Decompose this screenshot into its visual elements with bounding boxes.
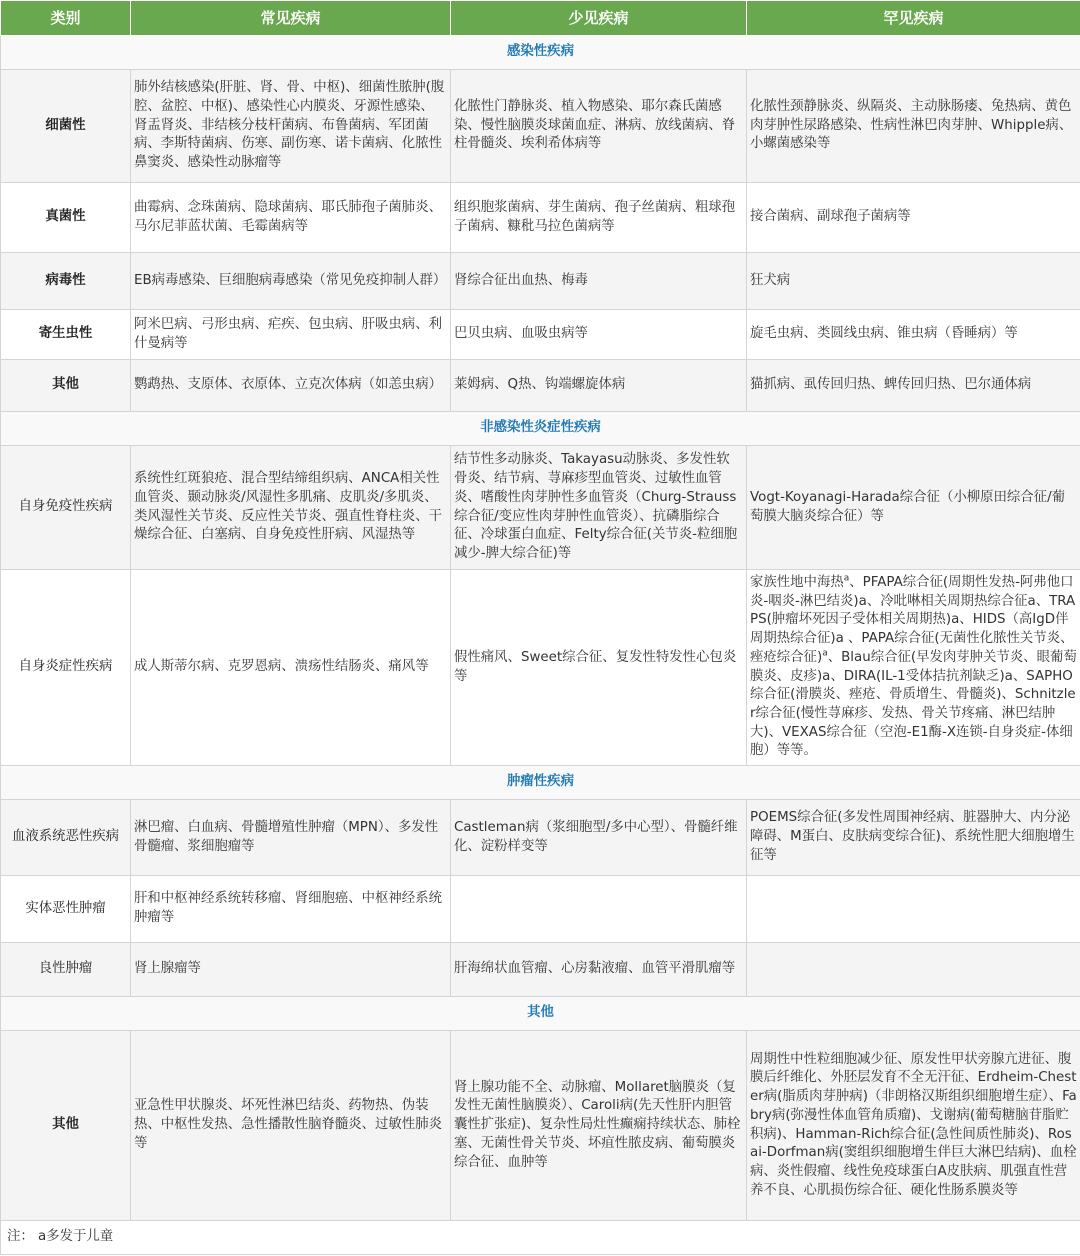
common-cell: 肝和中枢神经系统转移瘤、肾细胞癌、中枢神经系统肿瘤等 [131, 876, 451, 943]
rare-cell: 接合菌病、副球孢子菌病等 [747, 183, 1080, 253]
rare-cell: Vogt-Koyanagi-Harada综合征（小柳原田综合征/葡萄膜大脑炎综合征）等 [747, 446, 1080, 570]
common-cell: 系统性红斑狼疮、混合型结缔组织病、ANCA相关性血管炎、颞动脉炎/风湿性多肌痛、皮肌炎/多肌炎、类风湿性关节炎、反应性关节炎、强直性脊柱炎、干燥综合征、白塞病、自身免疫性肝病、风湿热等 [131, 446, 451, 570]
common-cell: 肾上腺瘤等 [131, 943, 451, 997]
section-header-row [1, 36, 1080, 70]
rare-cell: 化脓性颈静脉炎、纵隔炎、主动脉肠瘘、兔热病、黄色肉芽肿性尿路感染、性病性淋巴肉芽肿、Whipple病、小螺菌感染等 [747, 70, 1080, 183]
table-row [1, 183, 1080, 253]
rare-cell: 猫抓病、虱传回归热、蜱传回归热、巴尔通体病 [747, 360, 1080, 412]
table-row [1, 446, 1080, 570]
section-title: 感染性疾病 [1, 36, 1080, 70]
common-cell: 鹦鹉热、支原体、衣原体、立克次体病（如恙虫病） [131, 360, 451, 412]
category-cell: 寄生虫性 [1, 310, 131, 360]
uncommon-cell: 肝海绵状血管瘤、心房黏液瘤、血管平滑肌瘤等 [451, 943, 747, 997]
common-cell: 亚急性甲状腺炎、坏死性淋巴结炎、药物热、伪装热、中枢性发热、急性播散性脑脊髓炎、过敏性肺炎等 [131, 1031, 451, 1221]
category-cell: 实体恶性肿瘤 [1, 876, 131, 943]
uncommon-cell: 巴贝虫病、血吸虫病等 [451, 310, 747, 360]
note-row [1, 1221, 1080, 1255]
table-row [1, 943, 1080, 997]
rare-cell [747, 876, 1080, 943]
rare-text-part: 、PFAPA综合征(周期性发热-阿弗他口炎-咽炎-淋巴结炎)a、冷吡啉相关周期热综合征a、TRAPS(肿瘤坏死因子受体相关周期热)a、HIDS（高IgD伴周期热综合征)a 、PAPA综合征(无菌性化脓性关节炎、痤疮综合征) [750, 574, 1076, 665]
table-row [1, 800, 1080, 876]
rare-cell [747, 943, 1080, 997]
uncommon-cell: 肾综合征出血热、梅毒 [451, 253, 747, 310]
section-header-row [1, 412, 1080, 446]
rare-text-part: 家族性地中海热 [750, 574, 844, 590]
table-row [1, 70, 1080, 183]
table-row [1, 310, 1080, 360]
rare-cell [747, 570, 1080, 766]
header-category: 类别 [1, 1, 131, 36]
category-cell: 自身炎症性疾病 [1, 570, 131, 766]
table-row [1, 1031, 1080, 1221]
section-title: 其他 [1, 997, 1080, 1031]
section-title: 肿瘤性疾病 [1, 766, 1080, 800]
common-cell: 阿米巴病、弓形虫病、疟疾、包虫病、肝吸虫病、利什曼病等 [131, 310, 451, 360]
common-cell: 淋巴瘤、白血病、骨髓增殖性肿瘤（MPN）、多发性骨髓瘤、浆细胞瘤等 [131, 800, 451, 876]
table-row [1, 876, 1080, 943]
table-row [1, 253, 1080, 310]
common-cell: 肺外结核感染(肝脏、肾、骨、中枢)、细菌性脓肿(腹腔、盆腔、中枢)、感染性心内膜炎、牙源性感染、肾盂肾炎、非结核分枝杆菌病、布鲁菌病、军团菌病、李斯特菌病、伤寒、副伤寒、诺卡菌病、化脓性鼻窦炎、感染性动脉瘤等 [131, 70, 451, 183]
common-cell: 曲霉病、念珠菌病、隐球菌病、耶氏肺孢子菌肺炎、马尔尼菲蓝状菌、毛霉菌病等 [131, 183, 451, 253]
category-cell: 自身免疫性疾病 [1, 446, 131, 570]
section-header-row [1, 997, 1080, 1031]
uncommon-cell: 组织胞浆菌病、芽生菌病、孢子丝菌病、粗球孢子菌病、糠秕马拉色菌病等 [451, 183, 747, 253]
rare-cell: 狂犬病 [747, 253, 1080, 310]
uncommon-cell: 假性痛风、Sweet综合征、复发性特发性心包炎等 [451, 570, 747, 766]
header-common: 常见疾病 [131, 1, 451, 36]
category-cell: 真菌性 [1, 183, 131, 253]
uncommon-cell [451, 876, 747, 943]
category-cell: 细菌性 [1, 70, 131, 183]
category-cell: 其他 [1, 1031, 131, 1221]
common-cell: 成人斯蒂尔病、克罗恩病、溃疡性结肠炎、痛风等 [131, 570, 451, 766]
rare-text-part: 、Blau综合征(早发肉芽肿关节炎、眼葡萄膜炎、皮疹)a、DIRA(IL-1受体拮抗剂缺乏)a、SAPHO综合征(滑膜炎、痤疮、骨质增生、骨髓炎)、Schnitzler综合征(慢性荨麻疹、发热、骨关节疼痛、淋巴结肿大)、VEXAS综合征（空泡-E1酶-X连锁-自身炎症-体细胞）等等。 [750, 649, 1077, 759]
section-header-row [1, 766, 1080, 800]
uncommon-cell: Castleman病（浆细胞型/多中心型）、骨髓纤维化、淀粉样变等 [451, 800, 747, 876]
rare-cell: 周期性中性粒细胞减少征、原发性甲状旁腺亢进征、腹膜后纤维化、外胚层发育不全无汗征、Erdheim-Chester病(脂质肉芽肿病)（非朗格汉斯组织细胞增生症）、Fabry病(弥漫性体血管角质瘤)、戈谢病(葡萄糖脑苷脂贮积病)、Hamman-Rich综合征(急性间质性肺炎)、Rosai-Dorfman病(窦组织细胞增生伴巨大淋巴结病)、血栓病、炎性假瘤、线性免疫球蛋白A皮肤病、肌强直性营养不良、心肌损伤综合征、硬化性肠系膜炎等 [747, 1031, 1080, 1221]
table-row [1, 570, 1080, 766]
header-rare: 罕见疾病 [747, 1, 1080, 36]
category-cell: 良性肿瘤 [1, 943, 131, 997]
footnote-marker: a [843, 573, 850, 584]
rare-cell: 旋毛虫病、类圆线虫病、锥虫病（昏睡病）等 [747, 310, 1080, 360]
footnote-marker: a [822, 648, 828, 659]
section-title: 非感染性炎症性疾病 [1, 412, 1080, 446]
footnote: 注： a多发于儿童 [1, 1221, 1080, 1255]
common-cell: EB病毒感染、巨细胞病毒感染（常见免疫抑制人群） [131, 253, 451, 310]
table-row [1, 360, 1080, 412]
category-cell: 病毒性 [1, 253, 131, 310]
header-uncommon: 少见疾病 [451, 1, 747, 36]
uncommon-cell: 结节性多动脉炎、Takayasu动脉炎、多发性软骨炎、结节病、荨麻疹型血管炎、过敏性血管炎、嗜酸性肉芽肿性多血管炎（Churg-Strauss综合征/变应性肉芽肿性血管炎）、抗磷脂综合征、冷球蛋白血症、Felty综合征(关节炎-粒细胞减少-脾大综合征)等 [451, 446, 747, 570]
rare-cell: POEMS综合征(多发性周围神经病、脏器肿大、内分泌障碍、M蛋白、皮肤病变综合征)、系统性肥大细胞增生征等 [747, 800, 1080, 876]
uncommon-cell: 莱姆病、Q热、钩端螺旋体病 [451, 360, 747, 412]
category-cell: 血液系统恶性疾病 [1, 800, 131, 876]
uncommon-cell: 肾上腺功能不全、动脉瘤、Mollaret脑膜炎（复发性无菌性脑膜炎）、Caroli病(先天性肝内胆管囊性扩张症)、复杂性局灶性癫痫持续状态、肺栓塞、无菌性骨关节炎、坏疽性脓皮病、葡萄膜炎综合征、血肿等 [451, 1031, 747, 1221]
uncommon-cell: 化脓性门静脉炎、植入物感染、耶尔森氏菌感染、慢性脑膜炎球菌血症、淋病、放线菌病、脊柱骨髓炎、埃利希体病等 [451, 70, 747, 183]
header-row [1, 1, 1080, 36]
category-cell: 其他 [1, 360, 131, 412]
